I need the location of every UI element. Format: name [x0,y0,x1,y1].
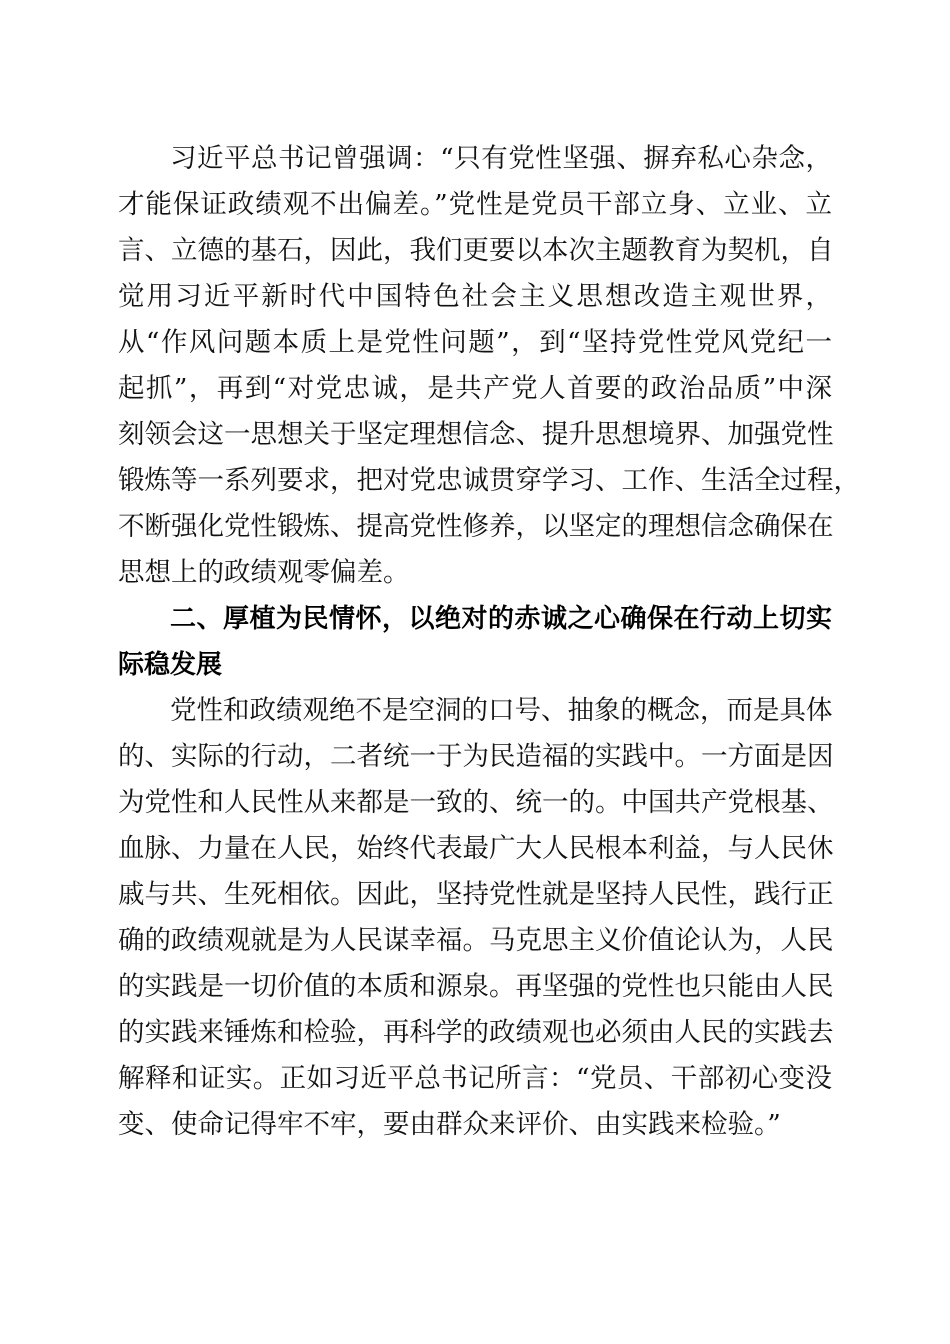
text-line: 从“作风问题本质上是党性问题”，到“坚持党性党风党纪一 [118,327,832,358]
text-line: 的实践来锤炼和检验，再科学的政绩观也必须由人民的实践去 [118,1017,834,1048]
text-line: 的、实际的行动，二者统一于为民造福的实践中。一方面是因 [118,741,834,772]
text-line: 言、立德的基石，因此，我们更要以本次主题教育为契机，自 [118,235,834,266]
text-line: 戚与共、生死相依。因此，坚持党性就是坚持人民性，践行正 [118,879,834,910]
heading-line: 际稳发展 [118,650,223,680]
text-line: 习近平总书记曾强调：“只有党性坚强、摒弃私心杂念， [170,143,832,174]
text-line: 刻领会这一思想关于坚定理想信念、提升思想境界、加强党性 [118,419,834,450]
text-line: 为党性和人民性从来都是一致的、统一的。中国共产党根基、 [118,787,834,818]
heading-line: 二、厚植为民情怀，以绝对的赤诚之心确保在行动上切实 [170,604,832,634]
text-line: 确的政绩观就是为人民谋幸福。马克思主义价值论认为，人民 [118,925,834,956]
text-line: 才能保证政绩观不出偏差。”党性是党员干部立身、立业、立 [118,189,832,220]
text-line: 不断强化党性锻炼、提高党性修养，以坚定的理想信念确保在 [118,511,834,542]
text-line: 思想上的政绩观零偏差。 [118,557,410,588]
text-line: 解释和证实。正如习近平总书记所言：“党员、干部初心变没 [118,1063,832,1094]
text-line: 觉用习近平新时代中国特色社会主义思想改造主观世界， [118,281,832,312]
text-line: 血脉、力量在人民，始终代表最广大人民根本利益，与人民休 [118,833,834,864]
text-line: 党性和政绩观绝不是空洞的口号、抽象的概念，而是具体 [170,695,833,726]
text-line: 锻炼等一系列要求，把对党忠诚贯穿学习、工作、生活全过程， [118,465,860,496]
text-line: 起抓”，再到“对党忠诚，是共产党人首要的政治品质”中深 [118,373,832,404]
text-line: 的实践是一切价值的本质和源泉。再坚强的党性也只能由人民 [118,971,834,1002]
text-line: 变、使命记得牢不牢，要由群众来评价、由实践来检验。” [118,1109,781,1140]
